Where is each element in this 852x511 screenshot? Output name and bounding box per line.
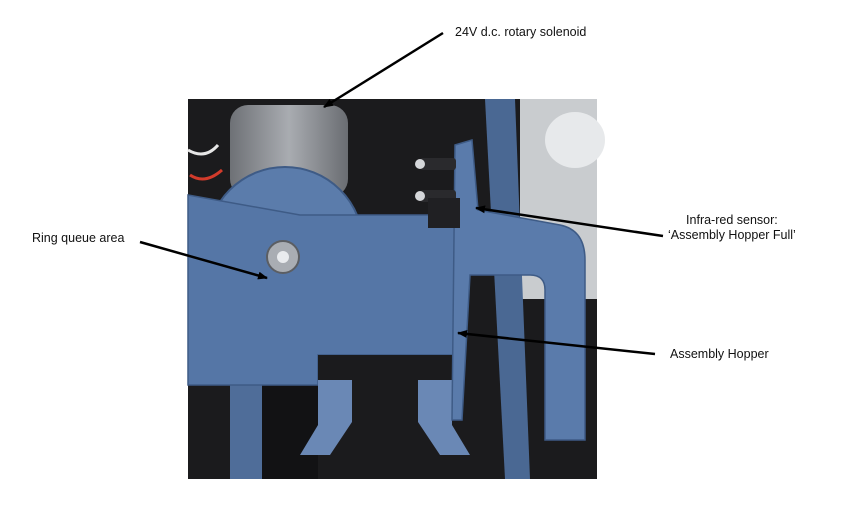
label-ir-sensor <box>668 213 796 243</box>
ir-sensor-block <box>428 198 460 228</box>
label-ir-sensor-line2: ‘Assembly Hopper Full’ <box>668 228 796 242</box>
label-ring-queue: Ring queue area <box>32 231 125 245</box>
ir-sensor-top <box>420 158 456 170</box>
label-assembly-hopper: Assembly Hopper <box>670 347 769 361</box>
ir-led-bottom <box>415 191 425 201</box>
ir-led-top <box>415 159 425 169</box>
background-object <box>545 112 605 168</box>
mechanism-photo <box>188 99 605 479</box>
bolt-centre <box>277 251 289 263</box>
label-ir-sensor-line1: Infra-red sensor: <box>686 213 778 227</box>
arrow-solenoid <box>324 33 443 107</box>
label-solenoid: 24V d.c. rotary solenoid <box>455 25 587 39</box>
